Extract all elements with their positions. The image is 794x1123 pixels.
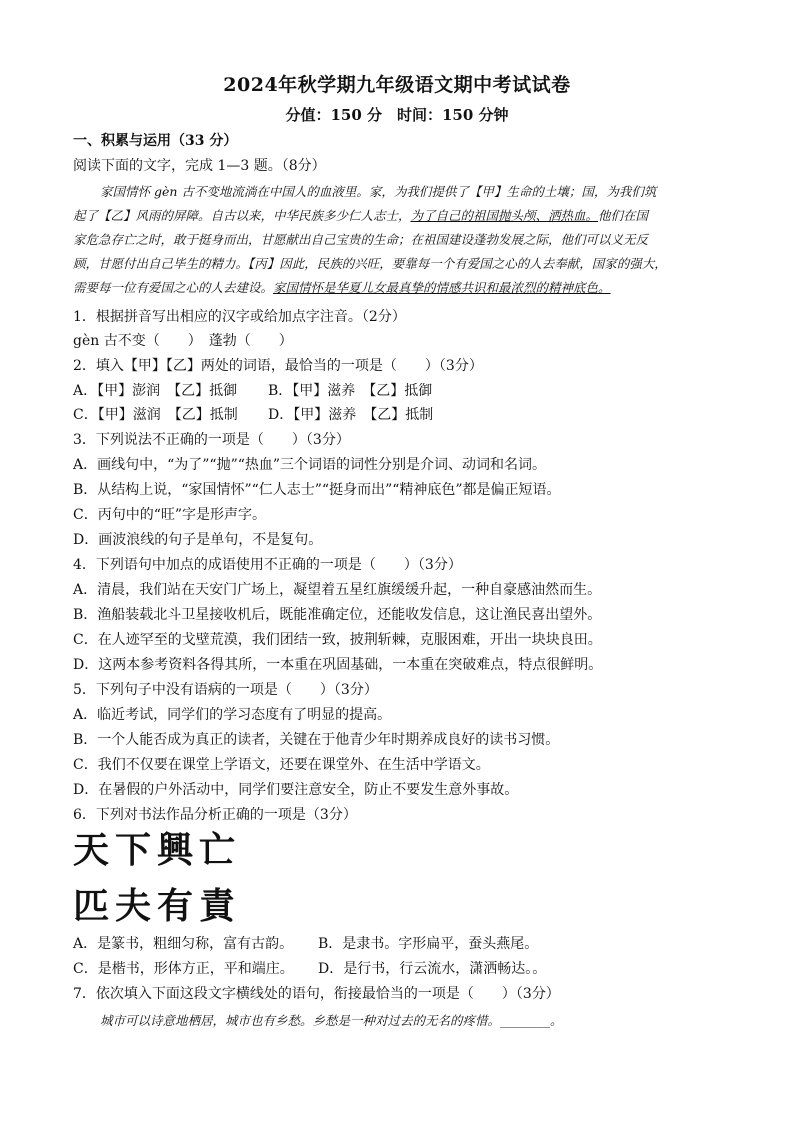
question-2-option-b: B．【甲】滋养 【乙】抵御 (268, 383, 433, 399)
calligraphy-line-1: 天下興亡 (73, 829, 242, 871)
question-2-option-c: C．【甲】滋润 【乙】抵制 (73, 407, 238, 423)
question-2-option-a: A．【甲】澎润 【乙】抵御 (73, 383, 238, 399)
underlined-sentence: 为了自己的祖国抛头颅、洒热血。 (410, 208, 599, 223)
question-4-option-d: D．这两本参考资料各得其所，一本重在巩固基础，一本重在突破难点，特点很鲜明。 (73, 657, 603, 673)
question-7-stem: 7．依次填入下面这段文字横线处的语句，衔接最恰当的一项是（ ）（3分） (73, 986, 560, 1002)
question-6-option-c: C．是楷书，形体方正，平和端庄。 (73, 961, 294, 977)
passage-line (73, 231, 725, 249)
question-3-option-d: D．画波浪线的句子是单句，不是复句。 (73, 532, 323, 548)
question-1-body: gèn 古不变（ ） 蓬勃（ ） (73, 333, 293, 349)
passage-text: 家国情怀 gèn 古不变地流淌在中国人的血液里。家，为我们提供了【甲】生命的土壤；国，为我们筑 (100, 184, 657, 199)
passage-line (73, 207, 725, 225)
passage-text: 需要每一位有爱国之心的人去建设。 (73, 280, 274, 295)
reading-intro: 阅读下面的文字，完成 1—3 题。（8分） (73, 158, 326, 174)
question-5-option-b: B．一个人能否成为真正的读者，关键在于他青少年时期养成良好的读书习惯。 (73, 732, 560, 748)
passage-line (73, 279, 725, 297)
question-5-option-c: C．我们不仅要在课堂上学语文，还要在课堂外、在生活中学语文。 (73, 757, 490, 773)
question-5-option-d: D．在暑假的户外活动中，同学们要注意安全，防止不要发生意外事故。 (73, 782, 519, 798)
question-3-option-b: B．从结构上说，“家国情怀”“仁人志士”“挺身而出”“精神底色”都是偏正短语。 (73, 482, 561, 498)
score-time-info: 分值：150 分 时间：150 分钟 (285, 106, 509, 124)
question-6-option-a: A．是篆书，粗细匀称，富有古韵。 (73, 936, 294, 952)
question-4-option-a: A．清晨，我们站在天安门广场上，凝望着五星红旗缓缓升起，一种自豪感油然而生。 (73, 582, 602, 598)
question-3-stem: 3．下列说法不正确的一项是（ ）（3分） (73, 432, 350, 448)
section-heading: 一、积累与运用（33 分） (73, 133, 238, 149)
page-title: 2024年秋学期九年级语文期中考试试卷 (223, 74, 571, 96)
question-3-option-c: C．丙句中的“旺”字是形声字。 (73, 507, 267, 523)
passage-line (100, 183, 752, 201)
question-5-option-a: A．临近考试，同学们的学习态度有了明显的提高。 (73, 707, 392, 723)
underlined-sentence: 家国情怀是华夏儿女最真挚的情感共识和最浓烈的精神底色。 (273, 280, 611, 295)
question-6-option-b: B．是隶书。字形扁平，蚕头燕尾。 (318, 936, 539, 952)
passage-line (73, 255, 725, 273)
question-4-stem: 4．下列语句中加点的成语使用不正确的一项是（ ）（3分） (73, 557, 462, 573)
question-3-option-a: A．画线句中，“为了”“抛”“热血”三个词语的词性分别是介词、动词和名词。 (73, 457, 547, 473)
question-1-stem: 1．根据拼音写出相应的汉字或给加点字注音。（2分） (73, 309, 406, 325)
question-6-option-d: D．是行书，行云流水，潇洒畅达。。 (318, 961, 547, 977)
passage-text: 顾，甘愿付出自己毕生的精力。【丙】因此，民族的兴旺，要靠每一个有爱国之心的人去奉献，国家的强大， (73, 256, 667, 271)
passage-text: 他们在国 (598, 208, 649, 223)
passage-text: 起了【乙】风雨的屏障。自古以来，中华民族多少仁人志士， (73, 208, 411, 223)
calligraphy-line-2: 匹夫有責 (73, 885, 242, 927)
question-2-stem: 2．填入【甲】【乙】两处的词语，最恰当的一项是（ ）（3分） (73, 358, 483, 374)
question-6-stem: 6．下列对书法作品分析正确的一项是（3分） (73, 807, 357, 823)
question-4-option-c: C．在人迹罕至的戈壁荒漠，我们团结一致，披荆斩棘，克服困难，开出一块块良田。 (73, 632, 602, 648)
question-4-option-b: B．渔船装载北斗卫星接收机后，既能准确定位，还能收发信息，这让渔民喜出望外。 (73, 607, 602, 623)
question-5-stem: 5．下列句子中没有语病的一项是（ ）（3分） (73, 682, 378, 698)
question-2-option-d: D．【甲】滋养 【乙】抵制 (268, 407, 434, 423)
passage-text: 家危急存亡之时，敢于挺身而出，甘愿献出自己宝贵的生命；在祖国建设蓬勃发展之际，他们可以义无反 (73, 232, 649, 247)
question-7-body: 城市可以诗意地栖居，城市也有乡愁。乡愁是一种对过去的无名的疼惜。________。 (100, 1013, 563, 1028)
